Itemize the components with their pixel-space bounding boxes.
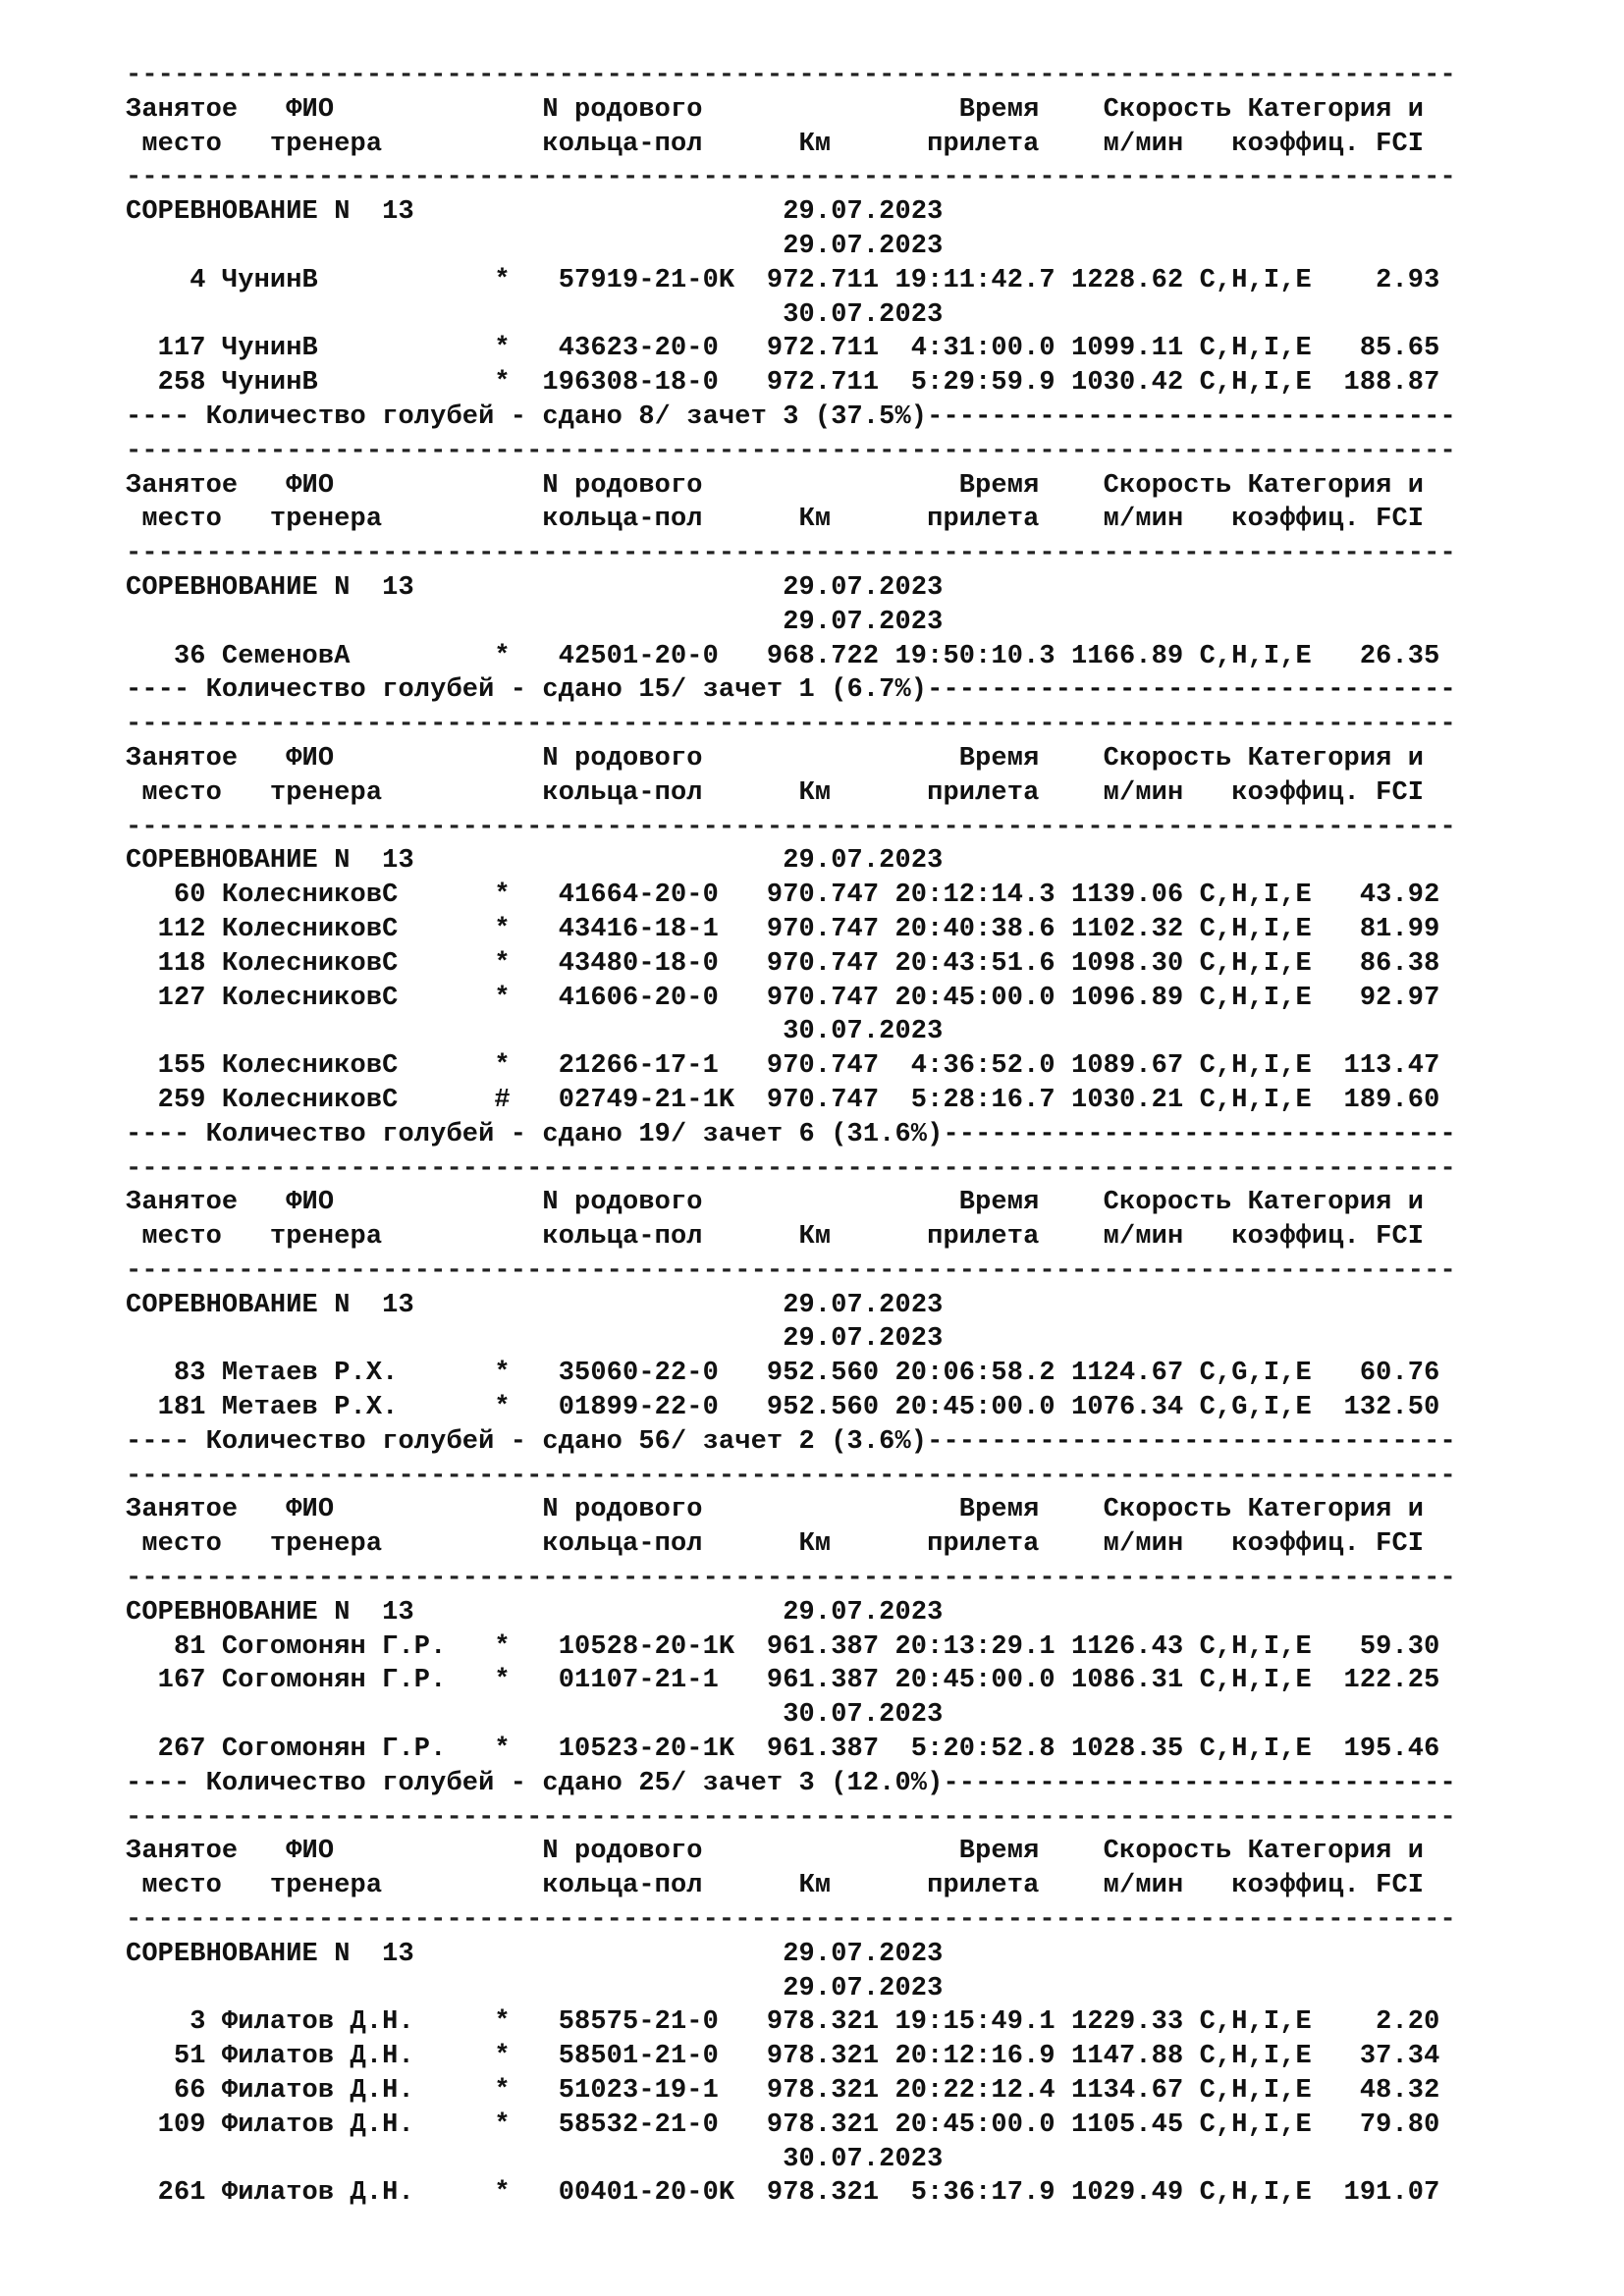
competition-title-line xyxy=(126,1596,1598,1630)
date-line: 29.07.2023 xyxy=(126,607,944,637)
result-row: 118 КолесниковС * 43480-18-0 970.747 20:43:51.6 1098.30 C,H,I,E 86.38 xyxy=(126,948,1440,979)
separator-line: ----------------------------------------------------------------------------------- xyxy=(126,436,1456,466)
column-header-line2: место тренера кольца-пол Км прилета м/мин коэффиц. FCI xyxy=(126,129,1425,159)
date-line: 29.07.2023 xyxy=(126,1324,944,1355)
column-header-line2: место тренера кольца-пол Км прилета м/мин коэффиц. FCI xyxy=(126,777,1425,808)
competition-title-line xyxy=(126,571,1598,606)
competition-title-line xyxy=(126,1938,1598,1972)
column-header-line1: Занятое ФИО N родового Время Скорость Категория и xyxy=(126,743,1425,774)
result-row: 261 Филатов Д.Н. * 00401-20-0K 978.321 5:36:17.9 1029.49 C,H,I,E 191.07 xyxy=(126,2178,1440,2209)
column-header-line2: место тренера кольца-пол Км прилета м/мин коэффиц. FCI xyxy=(126,505,1425,535)
separator-line: ----------------------------------------------------------------------------------- xyxy=(126,163,1456,193)
separator-line: ----------------------------------------------------------------------------------- xyxy=(126,61,1456,90)
separator-line: ----------------------------------------------------------------------------------- xyxy=(126,1802,1456,1833)
result-row: 109 Филатов Д.Н. * 58532-21-0 978.321 20:45:00.0 1105.45 C,H,I,E 79.80 xyxy=(126,2109,1440,2140)
competition-title: СОРЕВНОВАНИЕ N 13 xyxy=(126,1597,414,1628)
date-line: 30.07.2023 xyxy=(126,299,944,330)
summary-line: ---- Количество голубей - сдано 15/ зачет 1 (6.7%)--------------------------------- xyxy=(126,675,1456,706)
result-row: 155 КолесниковС * 21266-17-1 970.747 4:36:52.0 1089.67 C,H,I,E 113.47 xyxy=(126,1051,1440,1082)
separator-line: ----------------------------------------------------------------------------------- xyxy=(126,812,1456,842)
date-line: 29.07.2023 xyxy=(126,1973,944,2003)
separator-line: ----------------------------------------------------------------------------------- xyxy=(126,1461,1456,1491)
date-line: 30.07.2023 xyxy=(126,1017,944,1047)
separator-line: ----------------------------------------------------------------------------------- xyxy=(126,1564,1456,1594)
competition-date: 29.07.2023 xyxy=(783,1290,944,1320)
competition-date: 29.07.2023 xyxy=(783,197,944,228)
result-row: 259 КолесниковС # 02749-21-1K 970.747 5:28:16.7 1030.21 C,H,I,E 189.60 xyxy=(126,1085,1440,1115)
summary-line: ---- Количество голубей - сдано 25/ зачет 3 (12.0%)-------------------------------- xyxy=(126,1768,1456,1798)
column-header-line2: место тренера кольца-пол Км прилета м/мин коэффиц. FCI xyxy=(126,1871,1425,1901)
summary-line: ---- Количество голубей - сдано 56/ зачет 2 (3.6%)--------------------------------- xyxy=(126,1426,1456,1457)
date-line: 30.07.2023 xyxy=(126,2144,944,2174)
separator-line: ----------------------------------------------------------------------------------- xyxy=(126,710,1456,740)
result-row: 51 Филатов Д.Н. * 58501-21-0 978.321 20:12:16.9 1147.88 C,H,I,E 37.34 xyxy=(126,2042,1440,2072)
column-header-line1: Занятое ФИО N родового Время Скорость Категория и xyxy=(126,94,1425,125)
competition-title: СОРЕВНОВАНИЕ N 13 xyxy=(126,1290,414,1320)
result-row: 66 Филатов Д.Н. * 51023-19-1 978.321 20:22:12.4 1134.67 C,H,I,E 48.32 xyxy=(126,2076,1440,2107)
result-row: 112 КолесниковС * 43416-18-1 970.747 20:40:38.6 1102.32 C,H,I,E 81.99 xyxy=(126,914,1440,944)
competition-date: 29.07.2023 xyxy=(783,1597,944,1628)
summary-line: ---- Количество голубей - сдано 8/ зачет 3 (37.5%)--------------------------------- xyxy=(126,401,1456,432)
result-row: 267 Согомонян Г.Р. * 10523-20-1K 961.387 5:20:52.8 1028.35 C,H,I,E 195.46 xyxy=(126,1735,1440,1765)
competition-date: 29.07.2023 xyxy=(783,1939,944,1969)
competition-date: 29.07.2023 xyxy=(783,846,944,877)
competition-title-line xyxy=(126,195,1598,230)
result-row: 60 КолесниковС * 41664-20-0 970.747 20:12:14.3 1139.06 C,H,I,E 43.92 xyxy=(126,881,1440,911)
result-row: 258 ЧунинВ * 196308-18-0 972.711 5:29:59.9 1030.42 C,H,I,E 188.87 xyxy=(126,368,1440,399)
column-header-line1: Занятое ФИО N родового Время Скорость Категория и xyxy=(126,1188,1425,1218)
summary-line: ---- Количество голубей - сдано 19/ зачет 6 (31.6%)-------------------------------- xyxy=(126,1119,1456,1149)
date-line: 30.07.2023 xyxy=(126,1700,944,1731)
result-row: 127 КолесниковС * 41606-20-0 970.747 20:45:00.0 1096.89 C,H,I,E 92.97 xyxy=(126,983,1440,1013)
competition-date: 29.07.2023 xyxy=(783,572,944,603)
results-report xyxy=(126,59,1598,2211)
result-row: 81 Согомонян Г.Р. * 10528-20-1K 961.387 20:13:29.1 1126.43 C,H,I,E 59.30 xyxy=(126,1631,1440,1662)
result-row: 181 Метаев Р.Х. * 01899-22-0 952.560 20:45:00.0 1076.34 C,G,I,E 132.50 xyxy=(126,1393,1440,1423)
separator-line: ----------------------------------------------------------------------------------- xyxy=(126,1905,1456,1936)
competition-title: СОРЕВНОВАНИЕ N 13 xyxy=(126,846,414,877)
competition-title: СОРЕВНОВАНИЕ N 13 xyxy=(126,197,414,228)
separator-line: ----------------------------------------------------------------------------------- xyxy=(126,1153,1456,1184)
competition-title-line xyxy=(126,1289,1598,1323)
competition-title: СОРЕВНОВАНИЕ N 13 xyxy=(126,1939,414,1969)
result-row: 4 ЧунинВ * 57919-21-0K 972.711 19:11:42.7 1228.62 C,H,I,E 2.93 xyxy=(126,265,1440,295)
date-line: 29.07.2023 xyxy=(126,231,944,261)
competition-title-line xyxy=(126,844,1598,879)
result-row: 167 Согомонян Г.Р. * 01107-21-1 961.387 20:45:00.0 1086.31 C,H,I,E 122.25 xyxy=(126,1666,1440,1696)
column-header-line2: место тренера кольца-пол Км прилета м/мин коэффиц. FCI xyxy=(126,1529,1425,1560)
separator-line: ----------------------------------------------------------------------------------- xyxy=(126,539,1456,569)
result-row: 3 Филатов Д.Н. * 58575-21-0 978.321 19:15:49.1 1229.33 C,H,I,E 2.20 xyxy=(126,2007,1440,2038)
separator-line: ----------------------------------------------------------------------------------- xyxy=(126,1255,1456,1286)
competition-title: СОРЕВНОВАНИЕ N 13 xyxy=(126,572,414,603)
result-row: 83 Метаев Р.Х. * 35060-22-0 952.560 20:06:58.2 1124.67 C,G,I,E 60.76 xyxy=(126,1359,1440,1389)
column-header-line1: Занятое ФИО N родового Время Скорость Категория и xyxy=(126,1495,1425,1525)
result-row: 36 СеменовА * 42501-20-0 968.722 19:50:10.3 1166.89 C,H,I,E 26.35 xyxy=(126,641,1440,671)
column-header-line1: Занятое ФИО N родового Время Скорость Категория и xyxy=(126,1837,1425,1867)
column-header-line1: Занятое ФИО N родового Время Скорость Категория и xyxy=(126,470,1425,501)
column-header-line2: место тренера кольца-пол Км прилета м/мин коэффиц. FCI xyxy=(126,1222,1425,1253)
result-row: 117 ЧунинВ * 43623-20-0 972.711 4:31:00.0 1099.11 C,H,I,E 85.65 xyxy=(126,334,1440,364)
